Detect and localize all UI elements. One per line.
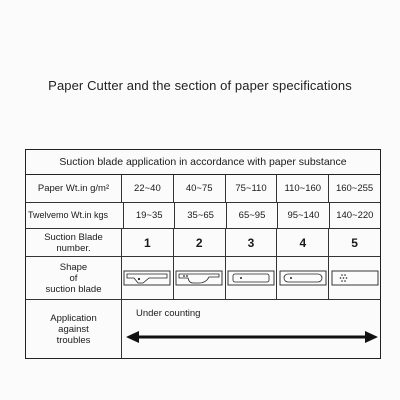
blade-number-cell: 4 <box>277 229 329 256</box>
page-title: Paper Cutter and the section of paper specifications <box>48 78 352 93</box>
paper-weight-cell: 40~75 <box>174 175 226 202</box>
blade-shape-cell <box>277 257 329 299</box>
blade-number-label <box>26 229 122 256</box>
specification-table <box>25 149 381 359</box>
blade-number-cell: 1 <box>122 229 174 256</box>
application-label <box>26 300 122 358</box>
blade-4-icon <box>279 269 327 287</box>
twelvemo-weight-row <box>26 203 380 229</box>
blade-number-label-line: number. <box>56 242 91 254</box>
twelvemo-weight-cell: 140~220 <box>336 210 374 221</box>
application-label-line: Application <box>50 312 97 324</box>
double-arrow-icon <box>126 331 378 343</box>
application-label-line: troubles <box>56 334 91 346</box>
paper-weight-row <box>26 175 380 203</box>
blade-shape-cell <box>226 257 278 299</box>
blade-shape-label-line: of <box>69 272 78 284</box>
blade-shape-cell <box>122 257 174 299</box>
blade-number-label-line: Suction Blade <box>44 231 103 243</box>
paper-weight-cell: 110~160 <box>277 175 329 202</box>
paper-weight-label: Paper Wt.in g/m² <box>26 175 122 202</box>
twelvemo-weight-cell: 65~95 <box>227 203 278 228</box>
blade-number-cell: 3 <box>226 229 278 256</box>
paper-weight-cell: 22~40 <box>122 175 174 202</box>
blade-number-row <box>26 229 380 257</box>
application-row <box>26 300 380 358</box>
blade-2-icon <box>175 269 223 287</box>
blade-shape-label-line: Shape <box>59 261 88 273</box>
table-caption: Suction blade application in accordance with paper substance <box>26 150 380 175</box>
twelvemo-weight-cell: 19~35 <box>124 203 175 228</box>
blade-1-icon <box>123 269 171 287</box>
twelvemo-weight-cell: 95~140 <box>278 203 329 228</box>
blade-shape-label-line: suction blade <box>45 283 102 295</box>
under-counting-text: Under counting <box>136 308 201 319</box>
application-area <box>122 300 380 358</box>
blade-shape-cell <box>329 257 380 299</box>
blade-3-icon <box>227 269 275 287</box>
application-label-line: against <box>58 323 89 335</box>
blade-shape-row <box>26 257 380 300</box>
blade-5-icon <box>331 269 379 287</box>
paper-weight-cell: 75~110 <box>226 175 278 202</box>
blade-number-cell: 5 <box>351 235 358 250</box>
blade-number-cell: 2 <box>174 229 226 256</box>
twelvemo-weight-cell: 35~65 <box>175 203 226 228</box>
blade-shape-cell <box>174 257 226 299</box>
twelvemo-weight-label: Twelvemo Wt.in kgs <box>26 203 124 228</box>
blade-shape-label <box>26 257 122 299</box>
paper-weight-cell: 160~255 <box>335 183 374 194</box>
